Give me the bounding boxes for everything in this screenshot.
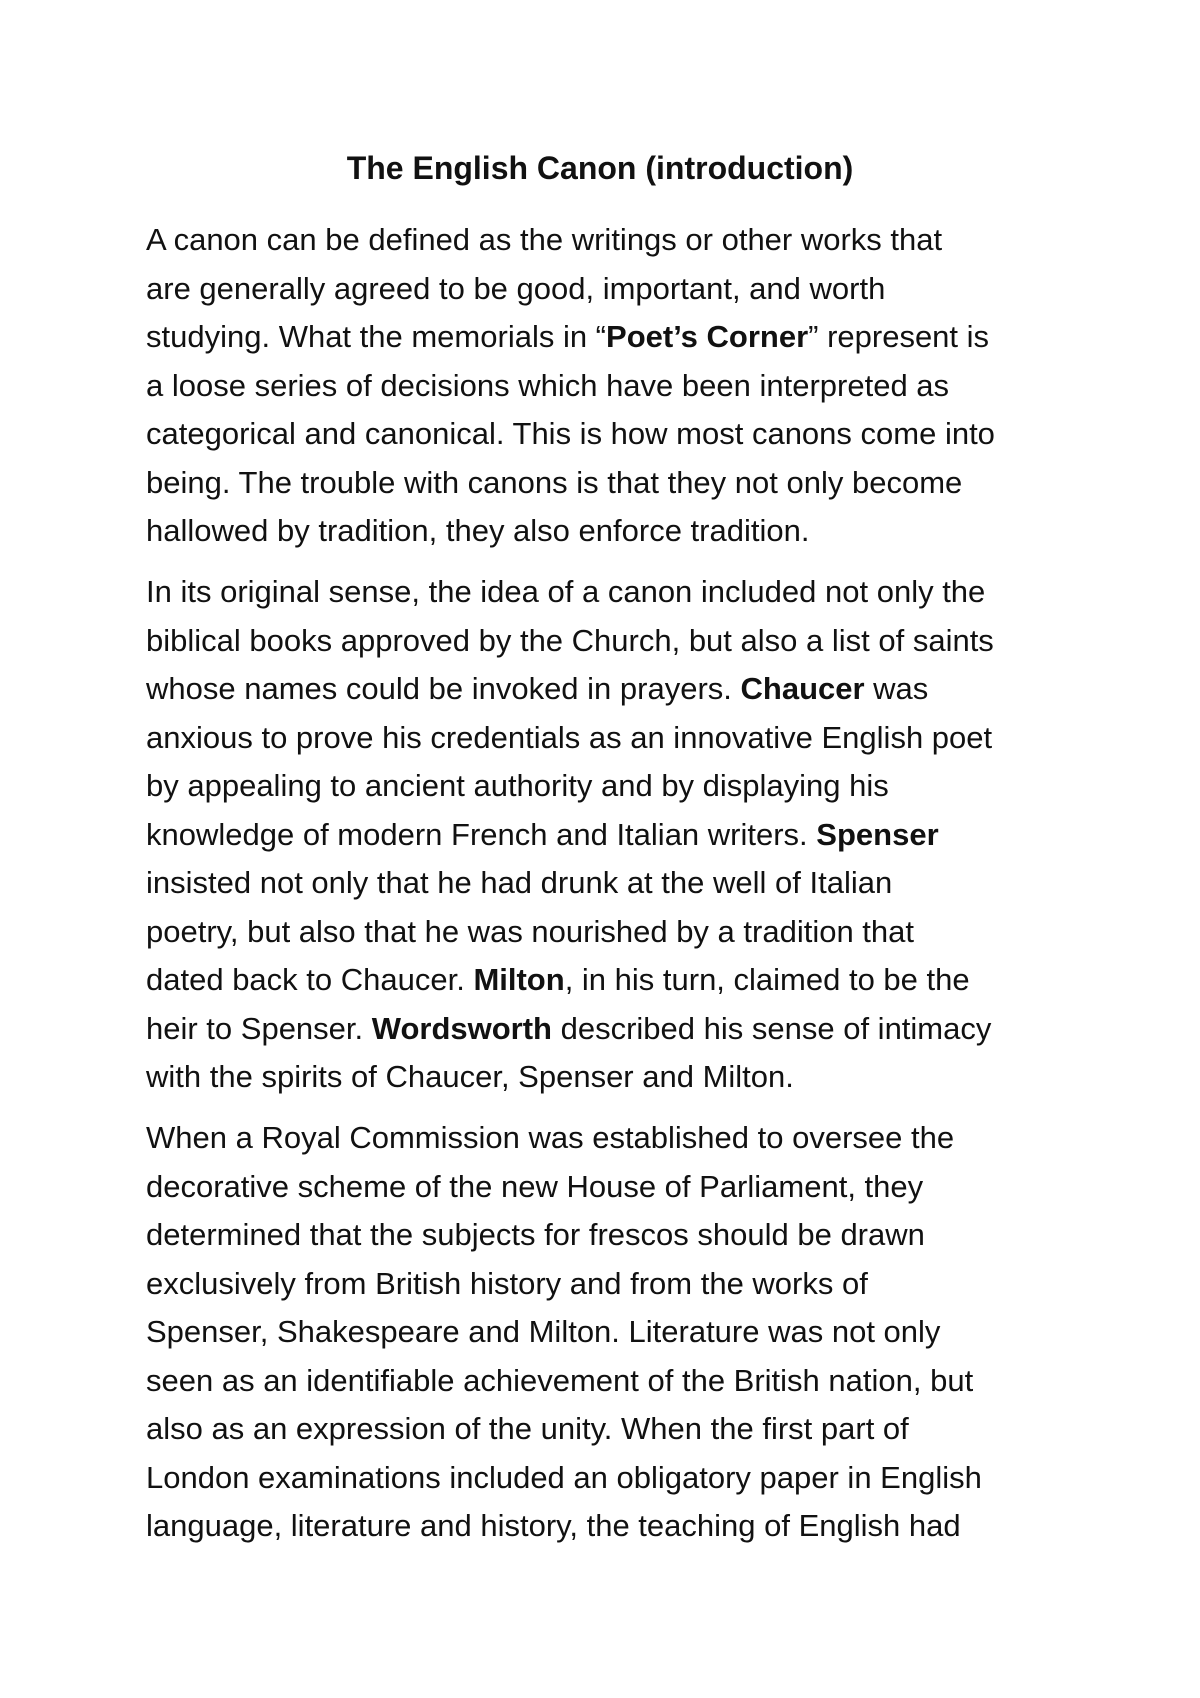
text-line <box>146 956 1086 1005</box>
text-run: language, literature and history, the teaching of English had <box>146 1508 961 1543</box>
document-title: The English Canon (introduction) <box>346 150 854 186</box>
text-line <box>146 1163 1086 1212</box>
bold-text: Wordsworth <box>371 1010 552 1046</box>
text-line <box>146 1357 1086 1406</box>
text-line <box>146 811 1086 860</box>
text-run: biblical books approved by the Church, but also a list of saints <box>146 622 994 658</box>
text-run: described his sense of intimacy <box>552 1010 992 1046</box>
text-run: studying. What the memorials in “ <box>146 319 607 354</box>
text-line <box>146 908 1086 957</box>
text-run: , in his turn, claimed to be the <box>564 962 970 997</box>
text-run: a loose series of decisions which have been interpreted as <box>146 367 950 403</box>
text-line <box>146 459 1086 508</box>
text-line <box>146 762 1086 811</box>
bold-text: Spenser <box>816 816 939 852</box>
text-line <box>146 617 1086 666</box>
text-line <box>146 665 1086 714</box>
text-run: London examinations included an obligatory paper in English <box>146 1459 982 1495</box>
text-run: are generally agreed to be good, important, and worth <box>146 270 886 306</box>
text-run: with the spirits of Chaucer, Spenser and Milton. <box>146 1059 794 1094</box>
text-line <box>146 1114 1086 1163</box>
text-line <box>146 714 1086 763</box>
text-run: knowledge of modern French and Italian writers. <box>146 816 817 852</box>
text-line <box>146 362 1086 411</box>
text-run: anxious to prove his credentials as an innovative English poet <box>146 719 993 755</box>
text-line <box>146 1211 1086 1260</box>
text-run: heir to Spenser. <box>146 1010 372 1046</box>
text-line <box>146 859 1086 908</box>
bold-text: Poet’s Corner <box>606 319 809 354</box>
text-run: decorative scheme of the new House of Parliament, they <box>146 1168 924 1204</box>
text-run: whose names could be invoked in prayers. <box>146 671 741 706</box>
text-line <box>146 410 1086 459</box>
paragraph-3 <box>146 1114 1086 1551</box>
text-run: poetry, but also that he was nourished by a tradition that <box>146 913 915 949</box>
text-line <box>146 1260 1086 1309</box>
text-run: determined that the subjects for frescos should be drawn <box>146 1217 925 1252</box>
text-run: Spenser, Shakespeare and Milton. Literature was not only <box>146 1314 941 1349</box>
text-run: hallowed by tradition, they also enforce tradition. <box>146 513 810 548</box>
text-run: was <box>864 671 929 706</box>
text-run: categorical and canonical. This is how most canons come into <box>146 416 995 451</box>
text-run: When a Royal Commission was established to oversee the <box>146 1120 955 1155</box>
paragraph-2 <box>146 568 1086 1102</box>
text-line <box>146 265 1086 314</box>
text-run: In its original sense, the idea of a canon included not only the <box>146 574 986 609</box>
bold-text: Chaucer <box>740 671 865 706</box>
text-run: ” represent is <box>808 319 990 354</box>
text-line <box>146 1053 1086 1102</box>
text-run: also as an expression of the unity. When the first part of <box>146 1411 909 1446</box>
text-line <box>146 507 1086 556</box>
text-run: being. The trouble with canons is that they not only become <box>146 464 963 500</box>
text-line <box>146 1405 1086 1454</box>
text-line <box>146 1005 1086 1054</box>
text-line <box>146 568 1086 617</box>
paragraph-1 <box>146 216 1086 556</box>
text-line <box>146 313 1086 362</box>
text-run: by appealing to ancient authority and by displaying his <box>146 768 889 803</box>
text-line <box>146 216 1086 265</box>
text-run: A canon can be defined as the writings or other works that <box>146 222 943 257</box>
text-line <box>146 1502 1086 1551</box>
text-run: seen as an identifiable achievement of the British nation, but <box>146 1362 974 1398</box>
text-line <box>146 1308 1086 1357</box>
text-run: exclusively from British history and from the works of <box>146 1265 868 1301</box>
text-line <box>146 1454 1086 1503</box>
text-run: dated back to Chaucer. <box>146 962 474 997</box>
bold-text: Milton <box>473 962 565 997</box>
text-run: insisted not only that he had drunk at the well of Italian <box>146 865 893 900</box>
